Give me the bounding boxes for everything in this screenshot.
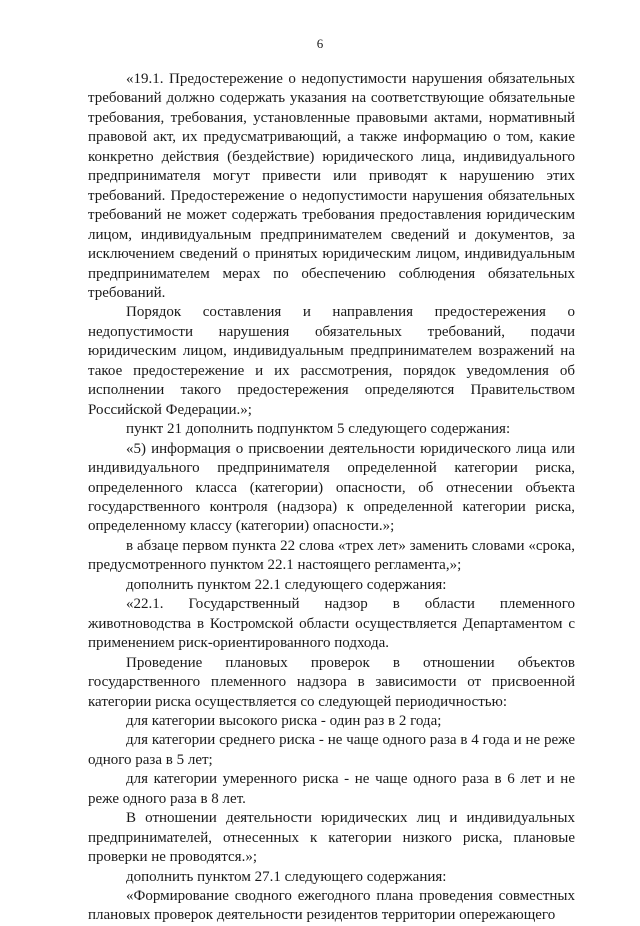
paragraph-item-27-1-intro: дополнить пунктом 27.1 следующего содержания: — [126, 868, 447, 885]
paragraph-item-22-1-intro: дополнить пунктом 22.1 следующего содержания: — [126, 576, 447, 593]
paragraph-moderate-risk: для категории умеренного риска - не чаще одного раза в 6 лет и не реже одного раза в 8 лет. — [88, 771, 575, 807]
paragraph-high-risk: для категории высокого риска - один раз в 2 года; — [126, 712, 442, 729]
paragraph-19-1: «19.1. Предостережение о недопустимости нарушения обязательных требований должно содержать указания на соответствующие обязательные требования, требования, установленные правовыми актами, нормативный правовой акт, их предусматривающий, а также информацию о том, какие конкретно действия (бездействие) юридического лица, индивидуального предпринимателя могут привести или приводят к нарушению этих требований. Предостережение о недопустимости нарушения обязательных требований не может содержать требования предоставления юридическим лицом, индивидуальным предпринимателем сведений и документов, за исключением сведений о принятых юридическим лицом, индивидуальным предпринимателем мерах по обеспечению соблюдения обязательных требований. — [88, 71, 575, 301]
paragraph-27-1: «Формирование сводного ежегодного плана проведения совместных плановых проверок деятельности резидентов территории опережающего — [88, 888, 575, 924]
paragraph-medium-risk: для категории среднего риска - не чаще одного раза в 4 года и не реже одного раза в 5 лет; — [88, 732, 575, 768]
page-number: 6 — [316, 36, 324, 51]
paragraph-22-1: «22.1. Государственный надзор в области племенного животноводства в Костромской области осуществляется Департаментом с применением риск-ориентированного подхода. — [88, 596, 575, 652]
paragraph-subitem-5: «5) информация о присвоении деятельности юридического лица или индивидуального предпринимателя определенной категории риска, определенного класса (категории) опасности, об отнесении объекта государственного контроля (надзора) к определенной категории риска, определенному классу (категории) опасности.»; — [88, 440, 575, 535]
document-body — [88, 70, 575, 926]
paragraph-low-risk: В отношении деятельности юридических лиц и индивидуальных предпринимателей, отнесенных к категории низкого риска, плановые проверки не проводятся.»; — [88, 810, 575, 866]
paragraph-inspections: Проведение плановых проверок в отношении объектов государственного племенного надзора в зависимости от присвоенной категории риска осуществляется со следующей периодичностью: — [88, 654, 575, 710]
paragraph-item-22-amend: в абзаце первом пункта 22 слова «трех лет» заменить словами «срока, предусмотренного пунктом 22.1 настоящего регламента,»; — [88, 537, 575, 574]
paragraph-procedure: Порядок составления и направления предостережения о недопустимости нарушения обязательных требований, подачи юридическим лицом, индивидуальным предпринимателем возражений на такое предостережение и их рассмотрения, порядок уведомления об исполнении такого предостережения определяются Правительством Российской Федерации.»; — [88, 304, 575, 418]
paragraph-item-21-intro: пункт 21 дополнить подпунктом 5 следующего содержания: — [126, 421, 511, 438]
